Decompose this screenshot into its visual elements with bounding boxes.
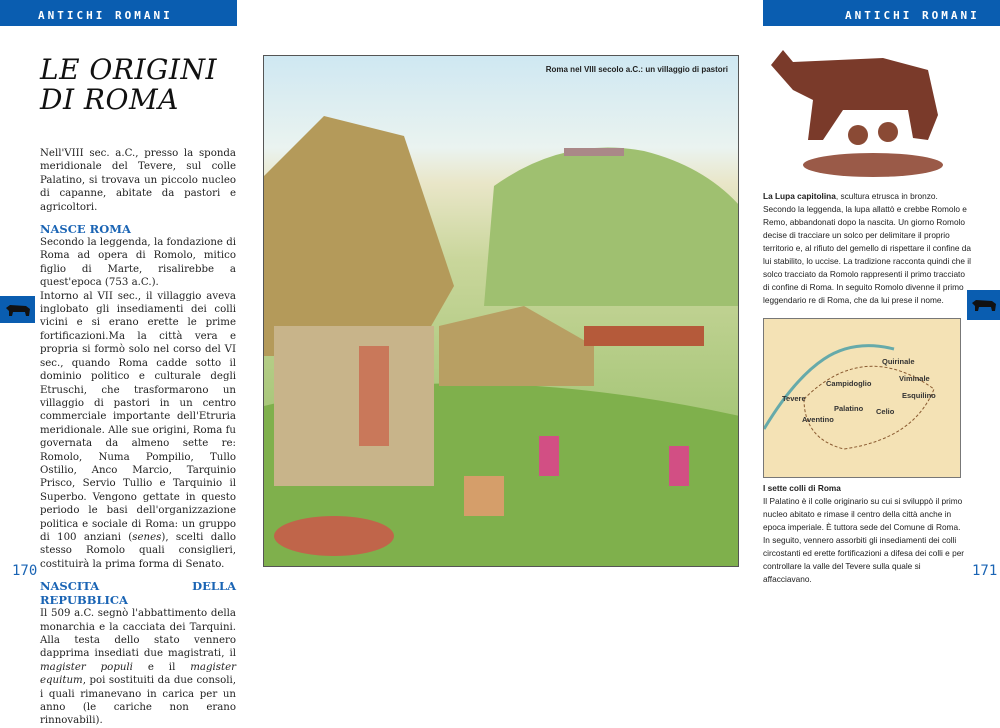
seven-hills-map xyxy=(763,318,961,478)
village-scene-image xyxy=(264,56,739,567)
text: Il 509 a.C. segnò l'abbattimento della monarchia e la cacciata dei Tarquini. Alla testa dello stato vennero dapprima insediati due magistrati, il xyxy=(40,608,236,660)
paragraph xyxy=(40,290,236,572)
section-heading-repubblica: NASCITA DELLA REPUBBLICA xyxy=(40,579,236,608)
she-wolf-icon xyxy=(4,302,32,318)
chapter-tab-right[interactable] xyxy=(967,290,1000,320)
map-label: Palatino xyxy=(834,404,864,413)
map-label: Campidoglio xyxy=(826,379,872,388)
map-label: Aventino xyxy=(802,415,834,424)
title-line-2: DI ROMA xyxy=(40,83,179,116)
page-number-right: 171 xyxy=(972,563,998,579)
text: , poi sostituiti da due consoli, i quali rimanevano in carica per un anno (le cariche non erano rinnovabili). xyxy=(40,675,236,727)
running-header-right: ANTICHI ROMANI xyxy=(763,0,1000,26)
map-caption-text: Il Palatino è il colle originario su cui si sviluppò il primo nucleo abitato e rimase il centro della città anche in epoca imperiale. È tuttora sede del Comune di Roma. xyxy=(763,496,963,532)
paragraph: Secondo la leggenda, la fondazione di Roma ad opera di Romolo, mitico figlio di Marte, risalirebbe a quest'epoca (753 a.C.). xyxy=(40,237,236,289)
text-italic: magister equitum xyxy=(40,661,236,687)
running-header-left: ANTICHI ROMANI xyxy=(0,0,237,26)
text: ), scelti dallo stesso Romolo quali consiglieri, costituirà la prima forma di Senato. xyxy=(40,531,236,570)
page-number-left: 170 xyxy=(12,563,38,579)
text-italic: senes xyxy=(132,531,162,543)
page-title xyxy=(40,55,240,115)
map-label: Tevere xyxy=(782,394,806,403)
text-italic: magister populi xyxy=(40,661,133,673)
caption-text: , scultura etrusca in bronzo. Secondo la leggenda, la lupa allattò e crebbe Romolo e Remo, abbandonati dopo la nascita. Un giorno Romolo decise di tracciare un solco per delimitare il proprio territorio e, al rifiuto del gemello di rispettare il confine da lui stabilito, lo uccise. La tradizione racconta quindi che il solco tracciato da Romolo rappresenti il primo tracciato di confine di Roma. In seguito Romolo divenne il primo leggendario re di Roma, che da lui prese il nome. xyxy=(763,191,971,305)
paragraph xyxy=(40,607,236,728)
wolf-caption xyxy=(763,190,971,307)
illustration-caption: Roma nel VIII secolo a.C.: un villaggio di pastori xyxy=(545,65,728,74)
intro-paragraph: Nell'VIII sec. a.C., presso la sponda meridionale del Tevere, sul colle Palatino, si trovava un piccolo nucleo di capanne, abitate da pastori e agricoltori. xyxy=(40,148,236,213)
map-label: Viminale xyxy=(899,374,930,383)
section-heading-nasce-roma: NASCE ROMA xyxy=(40,222,131,237)
caption-bold: La Lupa capitolina xyxy=(763,191,836,201)
she-wolf-icon xyxy=(970,297,998,313)
map-label: Esquilino xyxy=(902,391,936,400)
title-line-1: LE ORIGINI xyxy=(40,53,218,86)
village-illustration xyxy=(263,55,739,567)
map-caption xyxy=(763,482,971,586)
map-label: Celio xyxy=(876,407,895,416)
lupa-capitolina-photo xyxy=(763,40,943,180)
map-caption-title: I sette colli di Roma xyxy=(763,483,841,493)
left-article xyxy=(40,147,236,728)
map-label: Quirinale xyxy=(882,357,915,366)
map-caption-text: In seguito, vennero assorbiti gli insediamenti dei colli circostanti ed erette fortificazioni a difesa dei colli e per controllare la valle del Tevere sulla quale si affacciavano. xyxy=(763,535,965,584)
text: e il xyxy=(132,661,191,673)
chapter-tab-left[interactable] xyxy=(0,296,35,323)
text: Intorno al VII sec., il villaggio aveva inglobato gli insediamenti dei colli vicini e si erano erette le prime fortificazioni.Ma la città vera e propria si formò solo nel corso del VI sec., quando Roma cadde sotto il dominio politico e culturale degli Etruschi, che trasformarono un villaggio di pastori in un centro commerciale importante dell'Etruria meridionale. Alle sue origini, Roma fu governata da almeno sette re: Romolo, Numa Pompilio, Tullo Ostilio, Anco Marcio, Tarquinio Prisco, Servio Tullio e Tarquinio il Superbo. Vengono gettate in questo periodo le basi dell'organizzazione politica e sociale di Roma: un gruppo di 100 anziani ( xyxy=(40,290,236,543)
